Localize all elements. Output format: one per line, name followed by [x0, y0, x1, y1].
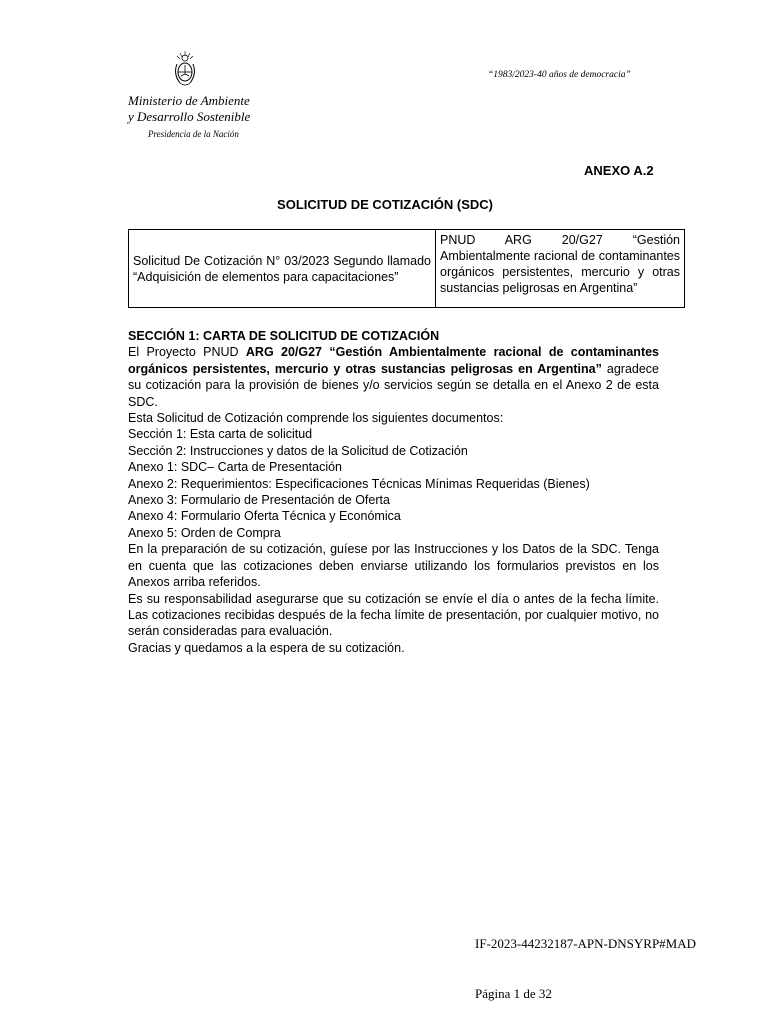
- responsibility-paragraph: Es su responsabilidad asegurarse que su cotización se envíe el día o antes de la fecha límite. Las cotizaciones recibidas después de la fecha límite de presentación, por cualquier motivo, no serán consideradas para evaluación.: [128, 591, 659, 639]
- democracy-motto: “1983/2023-40 años de democracia”: [488, 70, 631, 80]
- section-1: [128, 328, 659, 656]
- intro-suffix: agradece su cotización para la provisión de bienes y/o servicios según se detalla en el Anexo 2 de esta SDC.: [128, 361, 659, 409]
- ministry-name: [128, 93, 250, 125]
- doc-item: Sección 2: Instrucciones y datos de la Solicitud de Cotización: [128, 443, 468, 458]
- intro-paragraph: [128, 344, 659, 410]
- doc-item: Anexo 5: Orden de Compra: [128, 525, 281, 540]
- request-number-cell: [129, 230, 436, 307]
- presidency-label: Presidencia de la Nación: [148, 129, 239, 139]
- section-1-title: SECCIÓN 1: CARTA DE SOLICITUD DE COTIZACIÓN: [128, 329, 440, 343]
- doc-item: Anexo 2: Requerimientos: Especificaciones Técnicas Mínimas Requeridas (Bienes): [128, 476, 590, 491]
- doc-item: Anexo 4: Formulario Oferta Técnica y Económica: [128, 509, 401, 524]
- closing-line: Gracias y quedamos a la espera de su cotización.: [128, 640, 405, 655]
- argentina-coat-of-arms-icon: [172, 50, 198, 90]
- reference-table: [128, 229, 685, 308]
- project-name: ARG 20/G27 “Gestión Ambientalmente racional de contaminantes orgánicos persistentes, mercurio y otras sustancias peligrosas en Argentina”: [128, 345, 660, 376]
- annex-label: ANEXO A.2: [584, 163, 654, 178]
- intro-prefix: El Proyecto PNUD: [128, 345, 246, 360]
- project-cell: PNUD ARG 20/G27 “Gestión Ambientalmente racional de contaminantes orgánicos persistentes, mercurio y otras sustancias peligrosas en Argentina”: [440, 233, 680, 295]
- doc-item: Anexo 3: Formulario de Presentación de Oferta: [128, 493, 390, 508]
- request-number-text: Solicitud De Cotización N° 03/2023 Segundo llamado “Adquisición de elementos para capacitaciones”: [133, 253, 431, 284]
- ministry-line-2: y Desarrollo Sostenible: [128, 109, 251, 124]
- page-number: Página 1 de 32: [475, 986, 552, 1001]
- ministry-line-1: Ministerio de Ambiente: [128, 93, 250, 108]
- document-title: SOLICITUD DE COTIZACIÓN (SDC): [277, 197, 493, 212]
- document-id: IF-2023-44232187-APN-DNSYRP#MAD: [475, 936, 697, 951]
- docs-intro: Esta Solicitud de Cotización comprende los siguientes documentos:: [128, 411, 504, 426]
- preparation-paragraph: En la preparación de su cotización, guíese por las Instrucciones y los Datos de la SDC. Tenga en cuenta que las cotizaciones deben enviarse utilizando los formularios previstos en los Anexos arriba referidos.: [128, 542, 659, 590]
- doc-item: Anexo 1: SDC– Carta de Presentación: [128, 460, 343, 475]
- doc-item: Sección 1: Esta carta de solicitud: [128, 427, 313, 442]
